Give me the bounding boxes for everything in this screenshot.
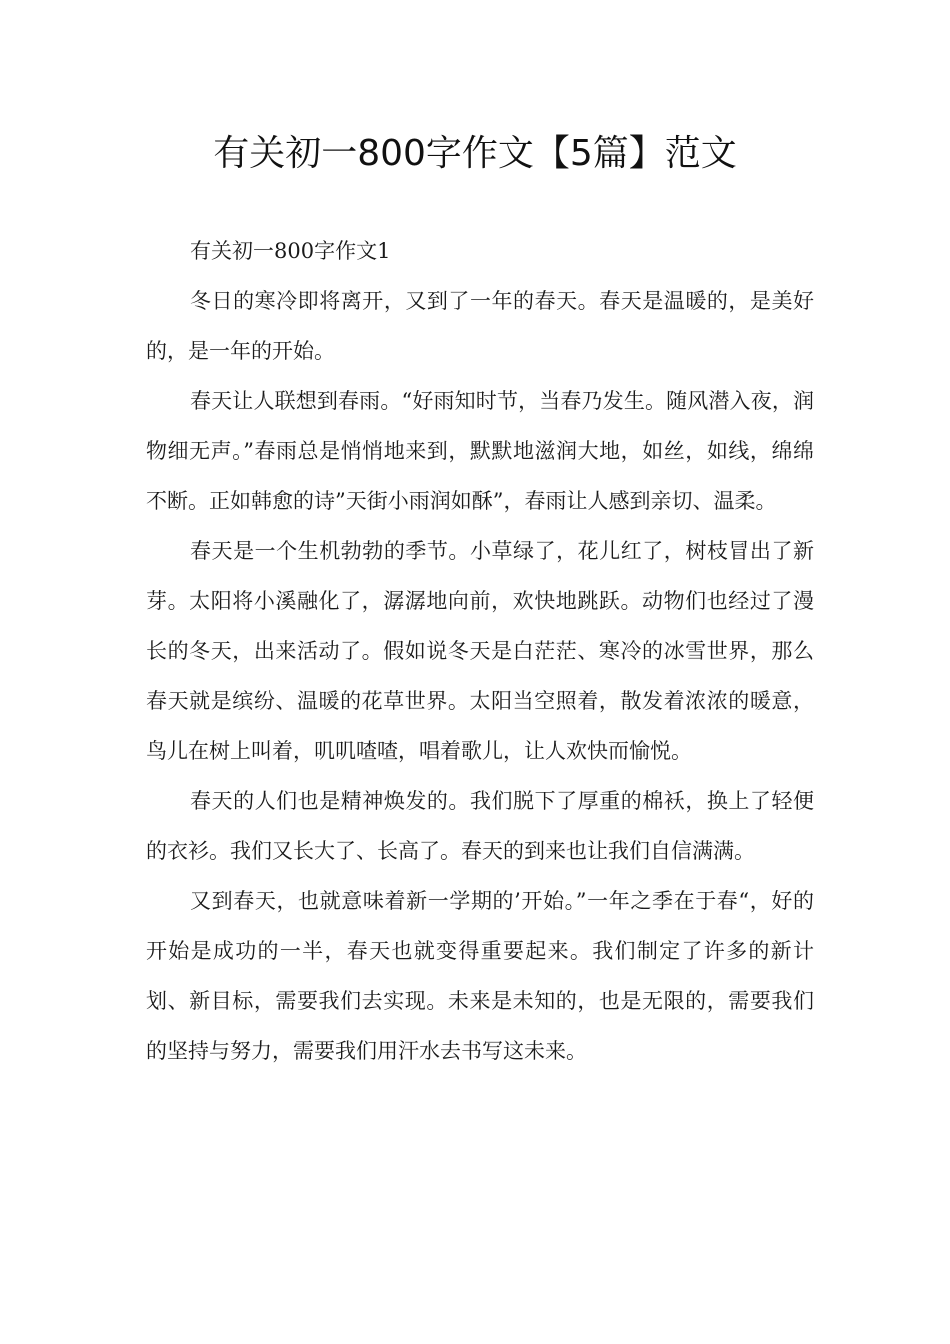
paragraph: 春天的人们也是精神焕发的。我们脱下了厚重的棉袄，换上了轻便的衣衫。我们又长大了、长高了。春天的到来也让我们自信满满。 xyxy=(146,789,814,863)
paragraph: 春天让人联想到春雨。“好雨知时节，当春乃发生。随风潜入夜，润物细无声。”春雨总是悄悄地来到，默默地滋润大地，如丝，如线，绵绵不断。正如韩愈的诗”天街小雨润如酥”，春雨让人感到亲切、温柔。 xyxy=(146,389,814,513)
essay-heading: 有关初一800字作文1 xyxy=(190,239,391,263)
document-title: 有关初一800字作文【5篇】范文 xyxy=(213,133,737,174)
paragraph: 又到春天，也就意味着新一学期的’开始。”一年之季在于春“，好的开始是成功的一半，春天也就变得重要起来。我们制定了许多的新计划、新目标，需要我们去实现。未来是未知的，也是无限的，需要我们的坚持与努力，需要我们用汗水去书写这未来。 xyxy=(146,889,814,1063)
paragraph: 春天是一个生机勃勃的季节。小草绿了，花儿红了，树枝冒出了新芽。太阳将小溪融化了，潺潺地向前，欢快地跳跃。动物们也经过了漫长的冬天，出来活动了。假如说冬天是白茫茫、寒冷的冰雪世界，那么春天就是缤纷、温暖的花草世界。太阳当空照着，散发着浓浓的暖意，鸟儿在树上叫着，叽叽喳喳，唱着歌儿，让人欢快而愉悦。 xyxy=(146,539,814,763)
paragraph: 冬日的寒冷即将离开，又到了一年的春天。春天是温暖的，是美好的，是一年的开始。 xyxy=(146,289,814,363)
document-body xyxy=(146,226,814,1076)
